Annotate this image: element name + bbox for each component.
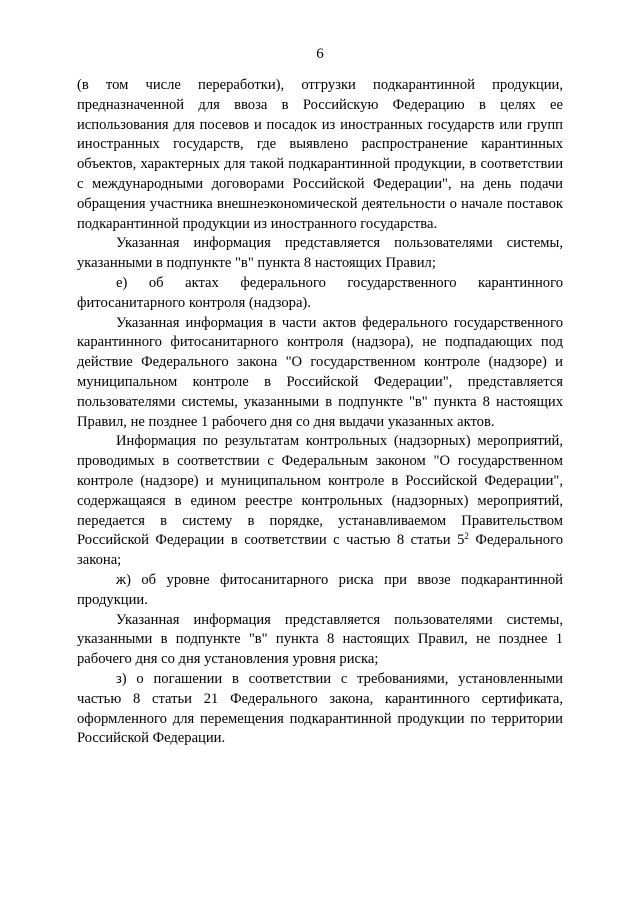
paragraph-control-results-text: Информация по результатам контрольных (надзорных) мероприятий, проводимых в соответствии с Федеральным законом "О государственном контроле (надзоре) и муниципальном контроле в Российской Федерации", содержащаяся в едином реестре контрольных (надзорных) мероприятий, передается в систему в порядке, устанавливаемом Правительством Российской Федерации в соответствии с частью 8 статьи 5	[77, 433, 563, 549]
paragraph-acts-info: Указанная информация в части актов федерального государственного карантинного фитосанитарного контроля (надзора), не подпадающих под действие Федерального закона "О государственном контроле (надзоре) и муниципальном контроле в Российской Федерации", представляется пользователями системы, указанными в подпункте "в" пункта 8 настоящих Правил, не позднее 1 рабочего дня со дня выдачи указанных актов.	[77, 314, 563, 430]
paragraph-info-provision: Указанная информация представляется пользователями системы, указанными в подпункте "в" пункта 8 настоящих Правил;	[77, 235, 563, 272]
document-body	[77, 76, 563, 749]
paragraph-control-results	[77, 432, 563, 571]
paragraph-item-z: з) о погашении в соответствии с требованиями, установленными частью 8 статьи 21 Федерального закона, карантинного сертификата, оформленного для перемещения подкарантинной продукции по территории Российской Федерации.	[77, 670, 563, 747]
paragraph-risk-info: Указанная информация представляется пользователями системы, указанными в подпункте "в" пункта 8 настоящих Правил, не позднее 1 рабочего дня со дня установления уровня риска;	[77, 611, 563, 668]
superscript-article-number: 2	[464, 531, 469, 542]
paragraph-item-e: е) об актах федерального государственного карантинного фитосанитарного контроля (надзора).	[77, 274, 563, 311]
page-number: 6	[316, 46, 324, 62]
paragraph-control-results-end: Федерального закона;	[77, 532, 563, 569]
paragraph-continuation: (в том числе переработки), отгрузки подкарантинной продукции, предназначенной для ввоза в Российскую Федерацию в целях ее использования для посевов и посадок из иностранных государств или групп иностранных государств, где выявлено распространение карантинных объектов, характерных для такой подкарантинной продукции, в соответствии с международными договорами Российской Федерации", на день подачи обращения участника внешнеэкономической деятельности о начале поставок подкарантинной продукции из иностранного государства.	[77, 77, 563, 232]
paragraph-item-zh: ж) об уровне фитосанитарного риска при ввозе подкарантинной продукции.	[77, 571, 563, 608]
